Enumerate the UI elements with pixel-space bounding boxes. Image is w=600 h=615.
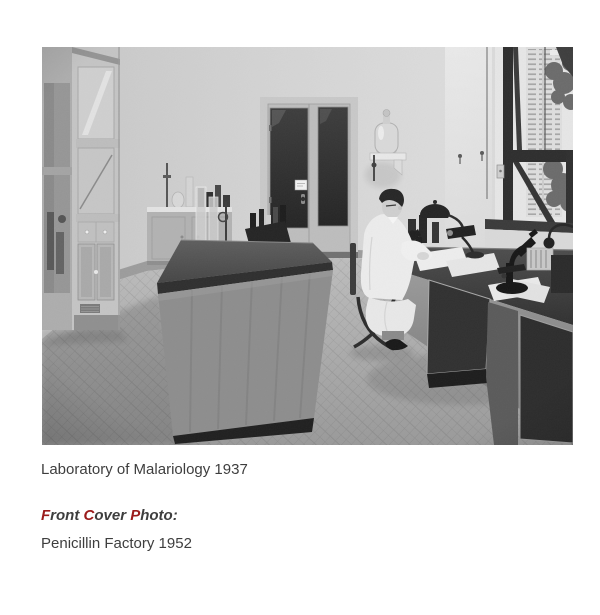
cover-label-segment: hoto: bbox=[140, 507, 178, 524]
film-grain-overlay bbox=[42, 47, 573, 445]
photo-caption: Laboratory of Malariology 1937 bbox=[41, 461, 248, 478]
cover-label-segment: F bbox=[41, 507, 51, 524]
cover-label-segment: ront bbox=[50, 507, 84, 524]
laboratory-photo bbox=[42, 47, 573, 445]
cover-label-segment: over bbox=[94, 507, 131, 524]
front-cover-photo-label bbox=[41, 507, 178, 525]
laboratory-photo-art bbox=[42, 47, 573, 445]
cover-label-segment: C bbox=[83, 507, 95, 524]
cover-photo-caption: Penicillin Factory 1952 bbox=[41, 535, 192, 552]
cover-label-segment: P bbox=[130, 507, 141, 524]
